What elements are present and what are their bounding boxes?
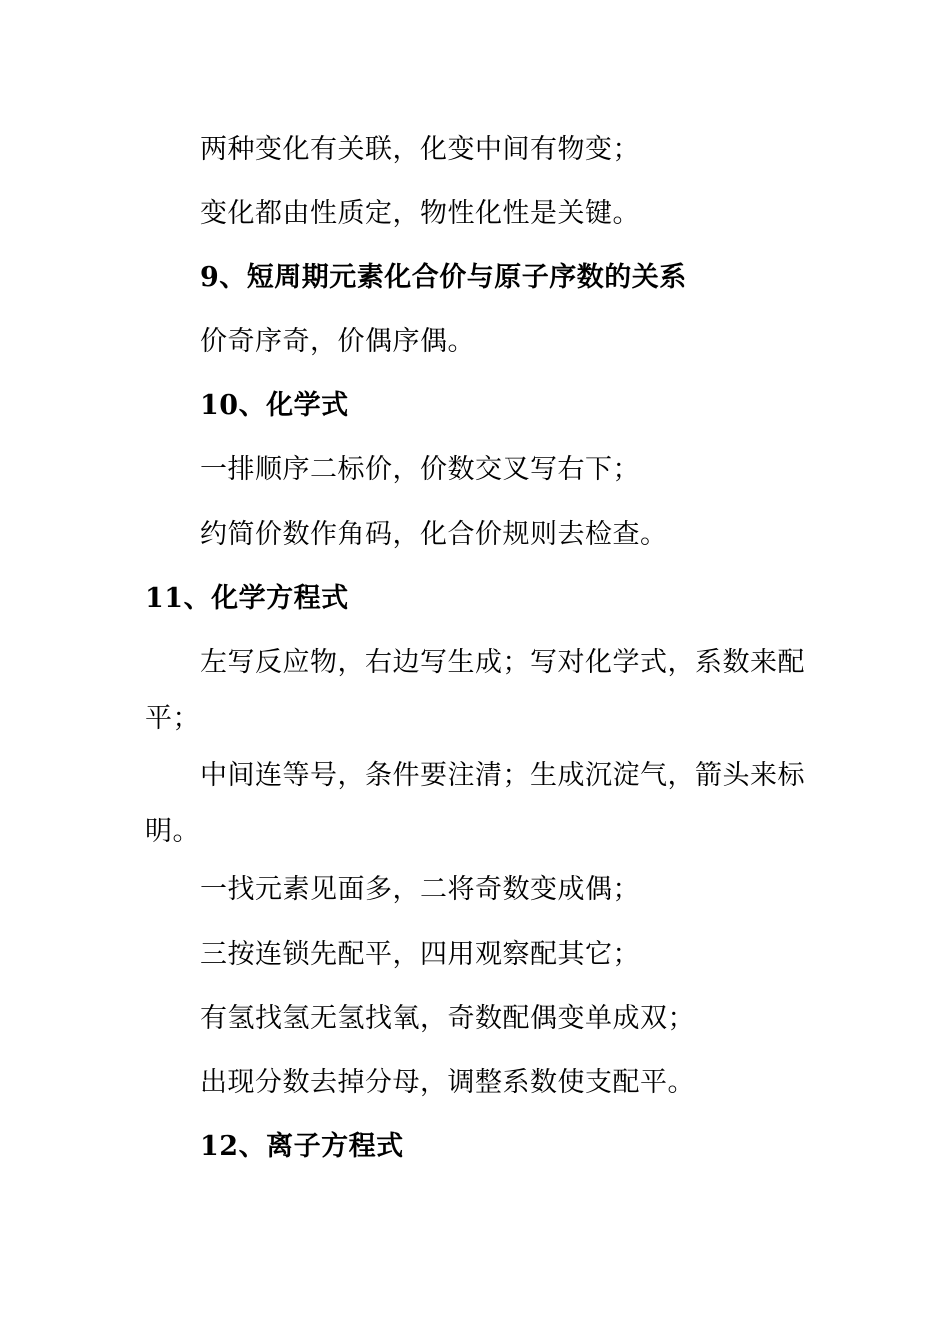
text-line: 有氢找氢无氢找氧，奇数配偶变单成双； xyxy=(200,1003,695,1034)
section-heading-11: 11、化学方程式 xyxy=(145,583,349,614)
section-heading-12: 12、离子方程式 xyxy=(200,1131,404,1162)
text-line: 价奇序奇，价偶序偶。 xyxy=(200,326,475,357)
text-line: 两种变化有关联，化变中间有物变； xyxy=(200,134,640,165)
text-line: 出现分数去掉分母，调整系数使支配平。 xyxy=(200,1067,695,1098)
text-line: 变化都由性质定，物性化性是关键。 xyxy=(200,198,640,229)
section-heading-10: 10、化学式 xyxy=(200,390,349,421)
text-line: 一排顺序二标价，价数交叉写右下； xyxy=(200,454,640,485)
text-line: 约简价数作角码，化合价规则去检查。 xyxy=(200,519,668,550)
paragraph: 左写反应物，右边写生成；写对化学式，系数来配平； xyxy=(145,647,805,734)
section-heading-9: 9、短周期元素化合价与原子序数的关系 xyxy=(200,262,687,293)
text-line: 一找元素见面多，二将奇数变成偶； xyxy=(200,874,640,905)
text-line: 三按连锁先配平，四用观察配其它； xyxy=(200,939,640,970)
paragraph: 中间连等号，条件要注清；生成沉淀气，箭头来标明。 xyxy=(145,760,805,847)
